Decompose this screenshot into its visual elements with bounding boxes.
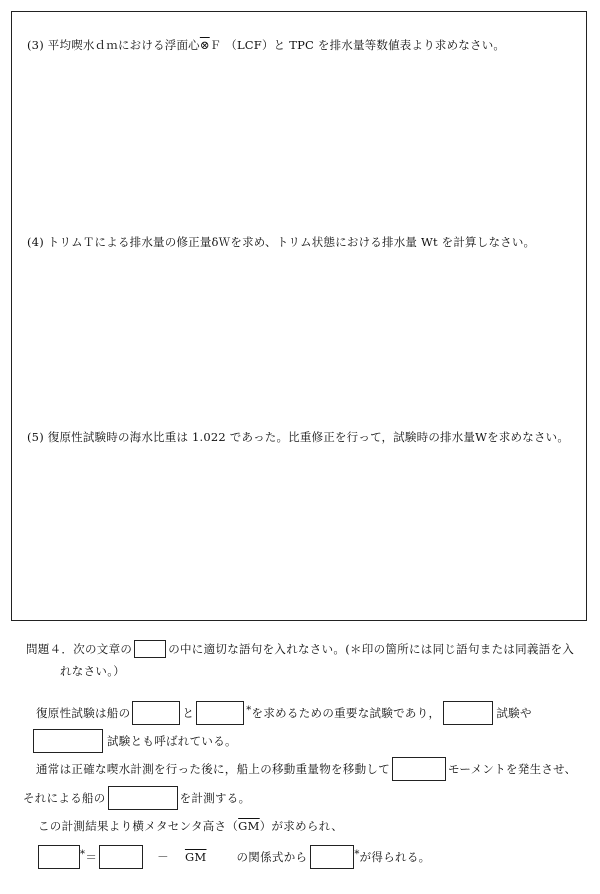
para-line-6 [38,845,430,869]
blank-box-1[interactable] [132,701,180,725]
para-line-4 [23,786,250,810]
para-line-3 [36,757,576,781]
blank-box-6[interactable] [108,786,178,810]
problem-4-head-line2: れなさい。） [60,664,126,678]
question-3-text-pre: 平均喫水ｄｍにおける浮面心 [47,38,200,52]
para-l5-b: ）が求められ、 [259,819,343,833]
problem-4-head-post: の中に適切な語句を入れなさい。(＊印の箇所には同じ語句または同義語を入 [168,642,575,656]
blank-box-2[interactable] [196,701,244,725]
gm-symbol: $\overline{GM}$ [238,819,260,833]
para-l3-b: モーメントを発生させ、 [448,762,577,776]
blank-box-4[interactable] [33,729,103,753]
lcf-symbol-f: Ｆ [209,38,222,52]
lcf-symbol: ⊗ [199,38,210,52]
para-l6-a: の関係式から [236,850,308,864]
para-l5-a: この計測結果より横メタセンタ高さ（ [38,819,239,833]
para-line-1 [36,701,532,725]
para-line-5 [38,818,343,834]
star-mark-1: * [246,704,252,716]
minus-sign: － [157,850,169,864]
blank-box-7[interactable] [38,845,80,869]
para-l1-b: と [182,706,195,720]
para-l4-a: それによる船の [23,791,106,805]
star-mark-3: * [354,848,360,860]
question-5-text: 復原性試験時の海水比重は 1.022 であった。比重修正を行って，試験時の排水量Wを求めなさい。 [47,430,570,444]
star-mark-2: * [80,848,86,860]
question-3-number: (3) [27,38,44,52]
problem-4-head: 問題４．次の文章の [26,642,133,656]
question-3-text-post: （LCF）と TPC を排水量等数値表より求めなさい。 [225,38,506,52]
equals-sign: ＝ [85,850,98,864]
question-4-number: (4) [27,235,44,249]
answer-sheet-frame [11,11,587,621]
blank-box-8[interactable] [99,845,143,869]
para-l4-b: を計測する。 [179,791,251,805]
gm-symbol-2: $\overline{GM}$ [184,850,207,864]
para-l1-c: を求めるための重要な試験であり， [251,706,441,720]
question-5-number: (5) [27,430,44,444]
question-4 [27,234,535,250]
para-l2-a: 試験とも呼ばれている。 [107,734,237,748]
problem-4-heading-line2 [60,663,125,679]
para-line-2 [33,729,237,753]
problem-4-heading [26,640,574,658]
question-3 [27,37,505,53]
para-l3-a: 通常は正確な喫水計測を行った後に，船上の移動重量物を移動して [36,762,390,776]
blank-example-box [134,640,166,658]
para-l6-b: が得られる。 [359,850,431,864]
blank-box-9[interactable] [310,845,354,869]
blank-box-3[interactable] [443,701,493,725]
para-l1-a: 復原性試験は船の [36,706,131,720]
question-5 [27,429,569,445]
question-4-text: トリムＴによる排水量の修正量δＷを求め、トリム状態における排水量 Wt を計算しなさい。 [47,235,536,249]
blank-box-5[interactable] [392,757,446,781]
para-l1-d: 試験や [496,706,532,720]
